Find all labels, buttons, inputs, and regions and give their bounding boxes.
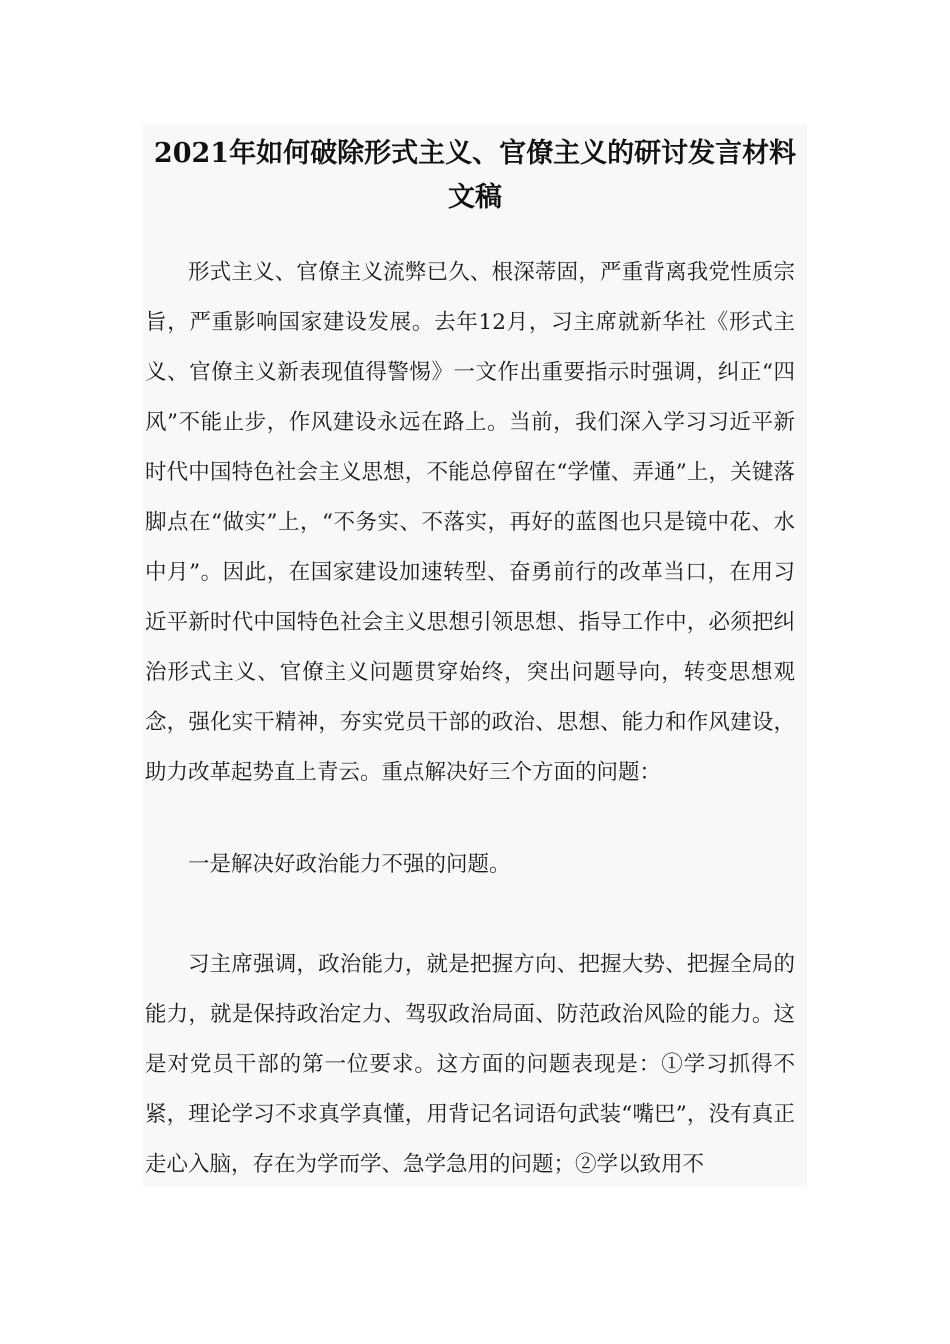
paragraph-political-ability: 习主席强调，政治能力，就是把握方向、把握大势、把握全局的能力，就是保持政治定力、驾驭政治局面、防范政治风险的能力。这是对党员干部的第一位要求。这方面的问题表现是：①学习抓得不紧，理论学习不求真学真懂，用背记名词语句武装“嘴巴”，没有真正走心入脑，存在为学而学、急学急用的问题；②学以致用不	[145, 952, 795, 1177]
paragraph-intro: 形式主义、官僚主义流弊已久、根深蒂固，严重背离我党性质宗旨，严重影响国家建设发展。去年12月，习主席就新华社《形式主义、官僚主义新表现值得警惕》一文作出重要指示时强调，纠正“四风”不能止步，作风建设永远在路上。当前，我们深入学习习近平新时代中国特色社会主义思想，不能总停留在“学懂、弄通”上，关键落脚点在“做实”上，“不务实、不落实，再好的蓝图也只是镜中花、水中月”。因此，在国家建设加速转型、奋勇前行的改革当口，在用习近平新时代中国特色社会主义思想引领思想、指导工作中，必须把纠治形式主义、官僚主义问题贯穿始终，突出问题导向，转变思想观念，强化实干精神，夯实党员干部的政治、思想、能力和作风建设，助力改革起势直上青云。重点解决好三个方面的问题：	[145, 260, 795, 785]
document-title: 2021年如何破除形式主义、官僚主义的研讨发言材料文稿	[153, 138, 797, 213]
paragraph-heading-one: 一是解决好政治能力不强的问题。	[188, 852, 511, 877]
